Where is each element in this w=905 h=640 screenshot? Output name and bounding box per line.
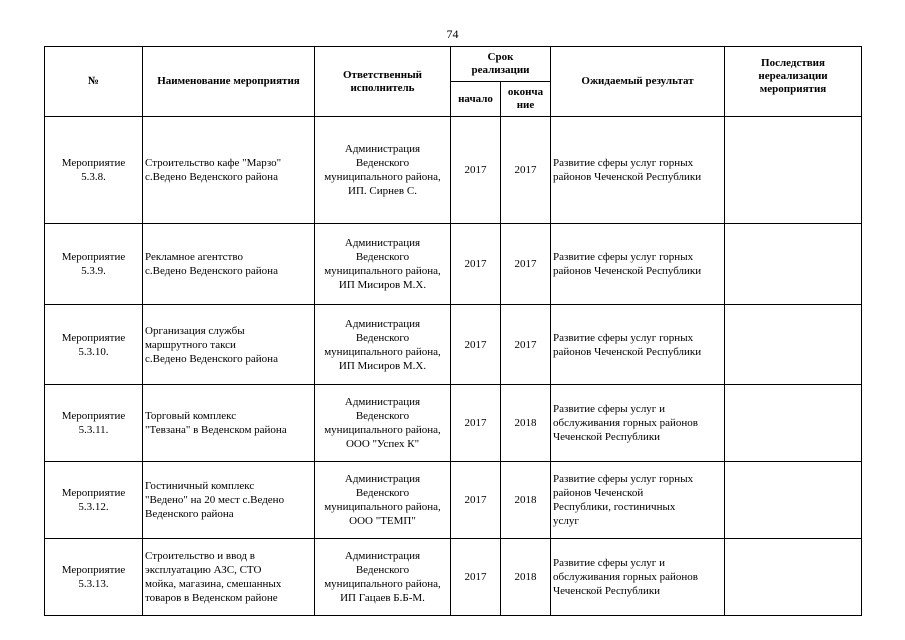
table-row <box>45 305 862 385</box>
row-consequences <box>725 117 862 224</box>
row-executor: Администрация Веденского муниципального района, ИП Мисиров М.Х. <box>315 224 451 305</box>
header-consequences: Последствия нереализации мероприятия <box>725 47 862 117</box>
row-start: 2017 <box>451 462 501 539</box>
row-end: 2018 <box>501 385 551 462</box>
table-row <box>45 224 862 305</box>
header-result: Ожидаемый результат <box>551 47 725 117</box>
row-result: Развитие сферы услуг горных районов Чеченской Республики <box>551 224 725 305</box>
row-start: 2017 <box>451 224 501 305</box>
row-name: Организация службы маршрутного такси с.Ведено Веденского района <box>143 305 315 385</box>
row-consequences <box>725 305 862 385</box>
row-executor: Администрация Веденского муниципального района, ООО "Успех К" <box>315 385 451 462</box>
table-row <box>45 539 862 616</box>
row-end: 2017 <box>501 117 551 224</box>
row-num: Мероприятие 5.3.12. <box>45 462 143 539</box>
row-num: Мероприятие 5.3.10. <box>45 305 143 385</box>
row-result: Развитие сферы услуг и обслуживания горных районов Чеченской Республики <box>551 385 725 462</box>
row-consequences <box>725 462 862 539</box>
row-start: 2017 <box>451 117 501 224</box>
row-executor: Администрация Веденского муниципального района, ИП. Сирнев С. <box>315 117 451 224</box>
table-row <box>45 385 862 462</box>
row-num: Мероприятие 5.3.13. <box>45 539 143 616</box>
row-consequences <box>725 539 862 616</box>
measures-table <box>44 46 862 616</box>
row-executor: Администрация Веденского муниципального района, ИП Мисиров М.Х. <box>315 305 451 385</box>
row-start: 2017 <box>451 305 501 385</box>
row-start: 2017 <box>451 385 501 462</box>
header-term: Срок реализации <box>451 47 551 82</box>
row-end: 2017 <box>501 305 551 385</box>
table-row <box>45 462 862 539</box>
row-executor: Администрация Веденского муниципального района, ИП Гацаев Б.Б-М. <box>315 539 451 616</box>
row-name: Строительство и ввод в эксплуатацию АЗС, СТО мойка, магазина, смешанных товаров в Веденском районе <box>143 539 315 616</box>
row-start: 2017 <box>451 539 501 616</box>
row-end: 2017 <box>501 224 551 305</box>
row-result: Развитие сферы услуг горных районов Чеченской Республики, гостиничных услуг <box>551 462 725 539</box>
row-num: Мероприятие 5.3.11. <box>45 385 143 462</box>
table-body <box>45 117 862 616</box>
row-consequences <box>725 385 862 462</box>
row-result: Развитие сферы услуг горных районов Чеченской Республики <box>551 117 725 224</box>
row-name: Гостиничный комплекс "Ведено" на 20 мест с.Ведено Веденского района <box>143 462 315 539</box>
row-num: Мероприятие 5.3.9. <box>45 224 143 305</box>
row-end: 2018 <box>501 462 551 539</box>
row-end: 2018 <box>501 539 551 616</box>
table-row <box>45 117 862 224</box>
page-number: 74 <box>446 27 459 41</box>
header-name: Наименование мероприятия <box>143 47 315 117</box>
row-executor: Администрация Веденского муниципального района, ООО "ТЕМП" <box>315 462 451 539</box>
row-result: Развитие сферы услуг горных районов Чеченской Республики <box>551 305 725 385</box>
row-num: Мероприятие 5.3.8. <box>45 117 143 224</box>
row-consequences <box>725 224 862 305</box>
header-end: оконча ние <box>501 82 551 117</box>
row-name: Торговый комплекс "Тевзана" в Веденском района <box>143 385 315 462</box>
header-row <box>45 47 862 82</box>
row-name: Строительство кафе "Марзо" с.Ведено Веденского района <box>143 117 315 224</box>
row-result: Развитие сферы услуг и обслуживания горных районов Чеченской Республики <box>551 539 725 616</box>
header-executor: Ответственный исполнитель <box>315 47 451 117</box>
header-start: начало <box>451 82 501 117</box>
header-num: № <box>45 47 143 117</box>
row-name: Рекламное агентство с.Ведено Веденского района <box>143 224 315 305</box>
